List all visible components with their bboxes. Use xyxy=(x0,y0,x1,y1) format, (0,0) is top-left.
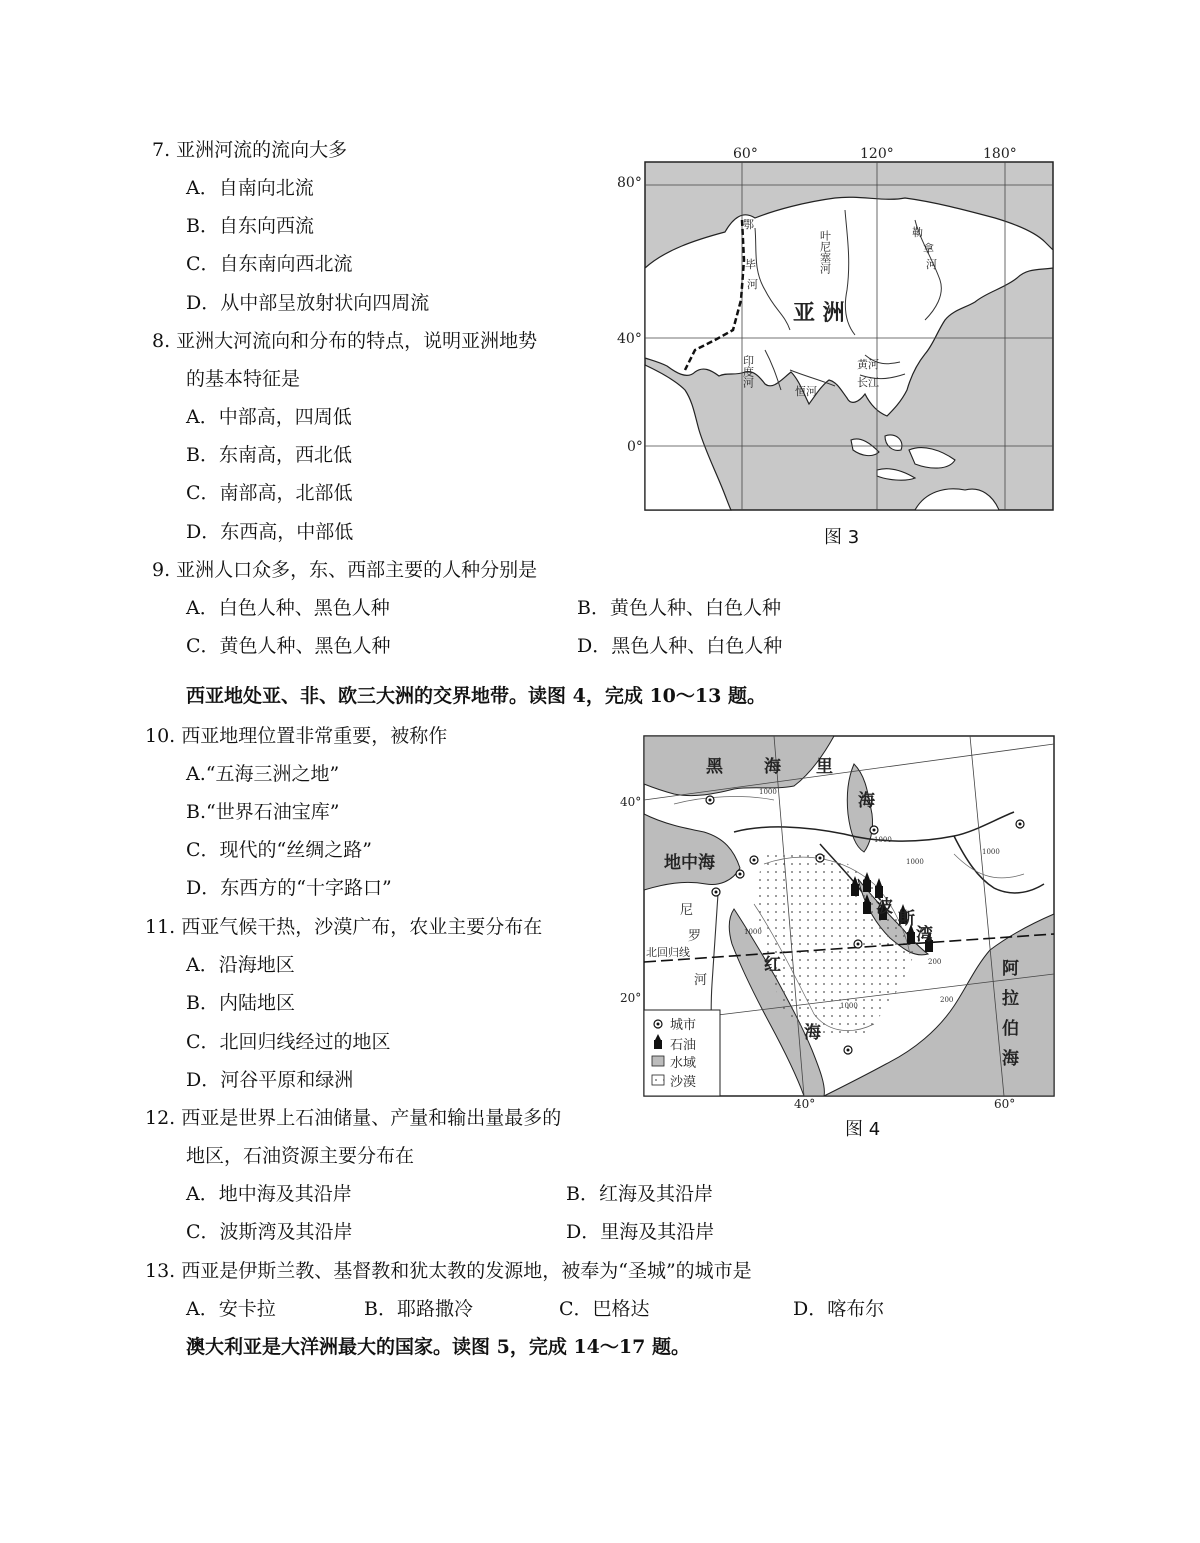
fig4-label-persian-2: 斯 xyxy=(898,909,915,929)
fig4-contour-label-5: 1000 xyxy=(840,1002,858,1010)
fig3-lat-80: 80° xyxy=(617,175,642,191)
fig4-label-red-2: 海 xyxy=(804,1023,821,1043)
q10-option-d: D．东西方的“十字路口” xyxy=(186,877,392,899)
fig3-lat-40: 40° xyxy=(617,331,642,347)
fig3-lat-0: 0° xyxy=(627,439,643,455)
fig3-river-lena-1: 勒 xyxy=(912,226,923,239)
fig4-label-arabian-3: 伯 xyxy=(1002,1019,1019,1039)
q7-option-d: D．从中部呈放射状向四周流 xyxy=(186,292,430,314)
fig3-region-label: 亚 洲 xyxy=(793,300,845,326)
q10-option-b: B.“世界石油宝库” xyxy=(186,801,340,823)
fig4-lon-40: 40° xyxy=(794,1097,816,1109)
section-intro-australia: 澳大利亚是大洋洲最大的国家。读图 5，完成 14～17 题。 xyxy=(186,1336,690,1358)
legend-oil-label: 石油 xyxy=(670,1038,697,1053)
q12-option-d: D．里海及其沿岸 xyxy=(566,1221,715,1243)
fig4-label-persian-3: 湾 xyxy=(916,925,933,945)
fig4-lat-20: 20° xyxy=(620,991,642,1005)
q12-option-a: A．地中海及其沿岸 xyxy=(186,1183,352,1205)
figure-4-west-asia-map xyxy=(614,734,1059,1109)
q8-option-b: B．东南高，西北低 xyxy=(186,444,352,466)
fig3-river-ob-1: 鄂 xyxy=(743,218,754,231)
fig4-contour-label-2: 1000 xyxy=(982,848,1000,856)
q12-option-c: C．波斯湾及其沿岸 xyxy=(186,1221,353,1243)
q11-option-a: A．沿海地区 xyxy=(186,954,295,976)
fig3-river-indus: 印度河 xyxy=(741,355,755,388)
q10-stem: 10. 西亚地理位置非常重要，被称作 xyxy=(145,725,448,747)
figure-4-caption: 图 4 xyxy=(845,1119,881,1140)
fig4-nile-1: 尼 xyxy=(680,903,694,918)
legend-desert-icon xyxy=(652,1075,664,1085)
fig4-contour-label-7: 200 xyxy=(940,996,954,1004)
legend-water-label: 水域 xyxy=(670,1056,697,1071)
fig3-lon-180: 180° xyxy=(983,146,1017,162)
fig3-river-yangtze: 长江 xyxy=(857,376,879,389)
q7-option-c: C．自东南向西北流 xyxy=(186,253,353,275)
fig4-contour-label-6: 200 xyxy=(928,958,942,966)
q10-option-c: C．现代的“丝绸之路” xyxy=(186,839,372,861)
q9-option-c: C．黄色人种、黑色人种 xyxy=(186,635,391,657)
fig4-nile-3: 河 xyxy=(694,973,708,988)
fig4-legend xyxy=(644,1010,720,1096)
q12-stem-line2: 地区，石油资源主要分布在 xyxy=(186,1145,415,1167)
section-intro-west-asia: 西亚地处亚、非、欧三大洲的交界地带。读图 4，完成 10～13 题。 xyxy=(186,685,766,707)
q9-option-b: B．黄色人种、白色人种 xyxy=(577,597,781,619)
q13-stem: 13. 西亚是伊斯兰教、基督教和犹太教的发源地，被奉为“圣城”的城市是 xyxy=(145,1260,752,1282)
fig4-label-arabian-4: 海 xyxy=(1002,1049,1019,1069)
q10-option-a: A.“五海三洲之地” xyxy=(186,763,340,785)
fig3-lon-60: 60° xyxy=(733,146,758,162)
q12-stem-line1: 12. 西亚是世界上石油储量、产量和输出量最多的 xyxy=(145,1107,562,1129)
q8-option-d: D．东西高，中部低 xyxy=(186,521,354,543)
q11-option-d: D．河谷平原和绿洲 xyxy=(186,1069,354,1091)
q7-option-a: A．自南向北流 xyxy=(186,177,314,199)
fig3-river-ganges: 恒河 xyxy=(795,385,817,398)
q8-option-c: C．南部高，北部低 xyxy=(186,482,353,504)
legend-city-label: 城市 xyxy=(670,1018,697,1033)
fig3-river-yenisei: 叶尼塞河 xyxy=(818,230,832,274)
q7-stem: 7. 亚洲河流的流向大多 xyxy=(152,139,348,161)
q8-option-a: A．中部高，四周低 xyxy=(186,406,352,428)
fig4-contour-label-3: 1000 xyxy=(906,858,924,866)
fig3-river-lena-3: 河 xyxy=(926,258,937,271)
figure-3-caption: 图 3 xyxy=(824,527,860,548)
q11-option-c: C．北回归线经过的地区 xyxy=(186,1031,391,1053)
fig4-contour-label-4: 1000 xyxy=(744,928,762,936)
fig4-label-med: 地中海 xyxy=(664,853,715,873)
fig3-lon-120: 120° xyxy=(860,146,894,162)
figure-3-asia-map xyxy=(615,140,1060,515)
q9-option-d: D．黑色人种、白色人种 xyxy=(577,635,783,657)
q9-stem: 9. 亚洲人口众多，东、西部主要的人种分别是 xyxy=(152,559,538,581)
legend-desert-label: 沙漠 xyxy=(670,1075,697,1090)
fig4-label-caspian-2: 海 xyxy=(858,791,875,811)
fig3-river-ob-2: 毕 xyxy=(745,258,756,271)
fig4-tropic-label: 北回归线 xyxy=(646,946,690,959)
q13-option-b: B．耶路撒冷 xyxy=(364,1298,473,1320)
fig4-label-caspian-1: 里 xyxy=(816,757,833,777)
fig4-lat-40: 40° xyxy=(620,795,642,809)
fig4-label-persian-1: 波 xyxy=(876,897,893,917)
fig4-contour-label-1: 1000 xyxy=(759,788,777,796)
fig4-label-red-1: 红 xyxy=(764,955,781,975)
legend-water-icon xyxy=(652,1056,664,1066)
fig4-lon-60: 60° xyxy=(994,1097,1016,1109)
fig4-contour-label-8: 1000 xyxy=(874,836,892,844)
fig4-label-arabian-2: 拉 xyxy=(1002,989,1019,1009)
fig4-nile-2: 罗 xyxy=(688,929,702,944)
fig4-label-black-1: 黑 xyxy=(706,757,723,777)
fig3-river-lena-2: 拿 xyxy=(923,242,934,255)
q13-option-a: A．安卡拉 xyxy=(186,1298,276,1320)
q11-option-b: B．内陆地区 xyxy=(186,992,295,1014)
fig3-river-yellow: 黄河 xyxy=(857,358,879,371)
q13-option-c: C．巴格达 xyxy=(559,1298,650,1320)
fig4-label-black-2: 海 xyxy=(764,757,781,777)
q12-option-b: B．红海及其沿岸 xyxy=(566,1183,713,1205)
q9-option-a: A．白色人种、黑色人种 xyxy=(186,597,390,619)
q8-stem-line2: 的基本特征是 xyxy=(186,368,301,390)
q13-option-d: D．喀布尔 xyxy=(793,1298,885,1320)
fig4-label-arabian-1: 阿 xyxy=(1002,959,1019,979)
fig3-river-ob-3: 河 xyxy=(747,278,758,291)
q8-stem-line1: 8. 亚洲大河流向和分布的特点，说明亚洲地势 xyxy=(152,330,538,352)
q7-option-b: B．自东向西流 xyxy=(186,215,314,237)
q11-stem: 11. 西亚气候干热，沙漠广布，农业主要分布在 xyxy=(145,916,543,938)
